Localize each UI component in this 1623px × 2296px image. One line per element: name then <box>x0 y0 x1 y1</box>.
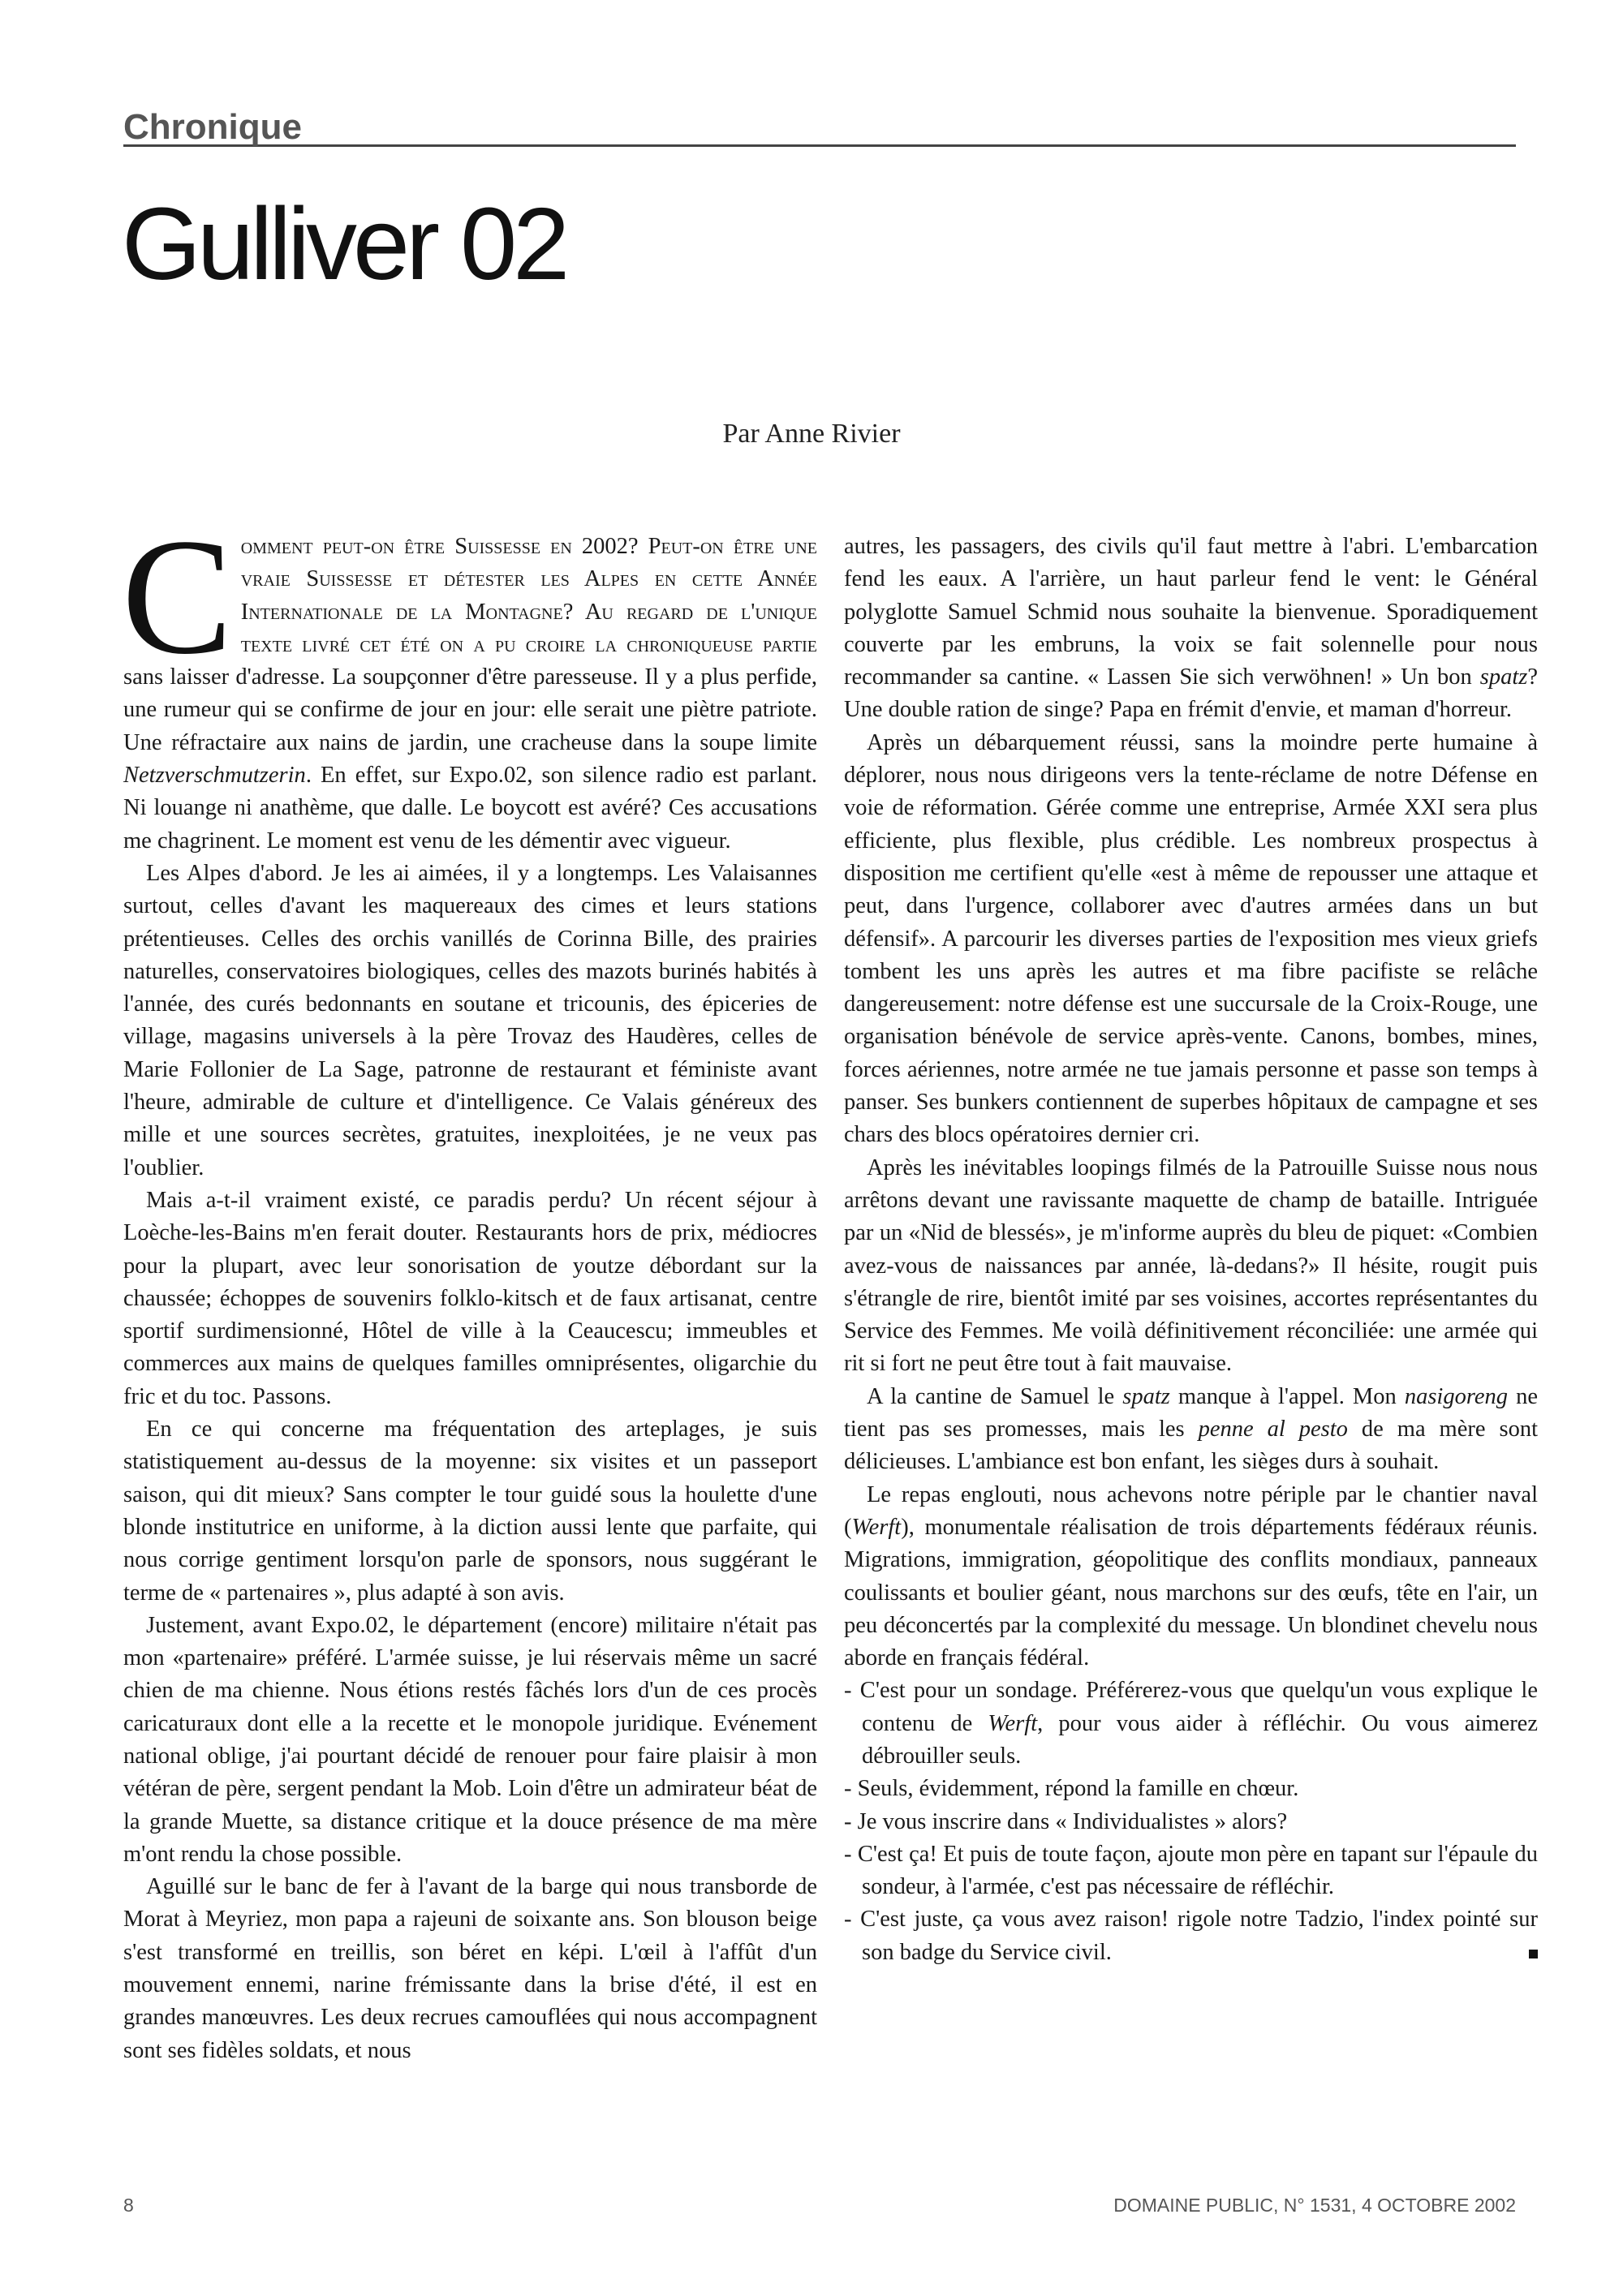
paragraph: Les Alpes d'abord. Je les ai aimées, il y a longtemps. Les Valaisannes surtout, celles d'avant les maquereaux des cimes et leurs stations prétentieuses. Celles des orchis vanillés de Corinna Bille, des prairies naturelles, conservatoires biologiques, celles des mazots burinés habités à l'année, des curés bedonnants en soutane et tricounis, des épiceries de village, magasins universels à la père Trovaz des Haudères, celles de Marie Follonier de La Sage, patronne de restaurant et féministe avant l'heure, admirable de culture et d'intelligence. Ce Valais généreux des mille et une sources secrètes, gratuites, inexploitées, je ne veux pas l'oublier. <box>123 860 817 1180</box>
text: ), monumentale réalisation de trois départements fédéraux réunis. Migrations, immigration, géopolitique des conflits mondiaux, panneaux coulissants et boulier géant, nous marchons sur des œufs, tête en l'air, un peu déconcertés par la complexité du message. Un blondinet chevelu nous aborde en français fédéral. <box>844 1514 1538 1671</box>
publication-footer: DOMAINE PUBLIC, N° 1531, 4 OCTOBRE 2002 <box>1113 2195 1516 2216</box>
text: Le repas englouti, nous achevons notre périple par le chantier naval ( <box>844 1481 1538 1540</box>
emphasis: penne al pesto <box>1198 1417 1348 1443</box>
article-column-right <box>844 531 1538 1969</box>
text: ? Une double ration de singe? Papa en frémit d'envie, et maman d'horreur. <box>844 664 1538 723</box>
paragraph <box>122 505 817 858</box>
text: A la cantine de Samuel le <box>867 1383 1123 1409</box>
text: ne tient pas ses promesses, mais les <box>844 1383 1539 1443</box>
rubric-label: Chronique <box>123 107 302 147</box>
emphasis: nasigoreng <box>1404 1383 1509 1409</box>
emphasis: Werft <box>851 1514 902 1540</box>
paragraph: Justement, avant Expo.02, le département (encore) militaire n'était pas mon «partenaire» préféré. L'armée suisse, je lui réservais même un sacré chien de ma chienne. Nous étions restés fâchés lors d'un de ces procès caricaturaux dont elle a la recette et le monopole juridique. Evénement national oblige, j'ai pourtant décidé de renouer pour faire plaisir à mon vétéran de père, sergent pendant la Mob. Loin d'être un admirateur béat de la grande Muette, sa distance critique et la douce présence de ma mère m'ont rendu la chose possible. <box>123 1612 817 1867</box>
emphasis: spatz <box>1122 1383 1170 1409</box>
paragraph: En ce qui concerne ma fréquentation des arteplages, je suis statistiquement au-dessus de la moyenne: six visites et un passeport saison, qui dit mieux? Sans compter le tour guidé sous la houlette d'une blonde institutrice en uniforme, à la diction aussi lente que parfaite, qui nous corrige gentiment lorsqu'on parle de sponsors, nous suggérant le terme de « partenaires », plus adapté à son avis. <box>123 1417 817 1606</box>
text: sans laisser d'adresse. La soupçonner d'être paresseuse. Il y a plus perfide, une rumeur qui se confirme de jour en jour: elle serait une piètre patriote. Une réfractaire aux nains de jardin, une cracheuse dans la soupe limite <box>123 664 817 755</box>
text: autres, les passagers, des civils qu'il faut mettre à l'abri. L'embarcation fend les eaux. A l'arrière, un haut parleur fend le vent: le Général polyglotte Samuel Schmid nous souhaite la bienvenue. Sporadiquement couverte par les embruns, la voix se fait solennelle pour nous recommander sa cantine. « Lassen Sie sich verwöhnen! » Un bon <box>844 534 1538 690</box>
paragraph <box>844 1381 1538 1479</box>
paragraph: Aguillé sur le banc de fer à l'avant de la barge qui nous transborde de Morat à Meyriez, mon papa a rajeuni de soixante ans. Son blouson beige s'est transformé en treillis, son béret en képi. L'œil à l'affût d'un mouvement ennemi, narine frémissante dans la brise d'été, il est en grandes manœuvres. Les deux recrues camouflées qui nous accompagnent sont ses fidèles soldats, et nous <box>123 1874 817 2063</box>
text: manque à l'appel. Mon <box>1169 1383 1405 1409</box>
paragraph: Après les inévitables loopings filmés de la Patrouille Suisse nous nous arrêtons devant une ravissante maquette de champ de bataille. Intriguée par un «Nid de blessés», je m'informe auprès du bleu de piquet: «Combien avez-vous de naissances par année, là-dedans?» Il hésite, rougit puis s'étrangle de rire, bientôt imité par ses voisines, accortes représentantes du Service des Femmes. Me voilà définitivement réconciliée: une armée qui rit si fort ne peut être tout à fait mauvaise. <box>844 1154 1538 1377</box>
dialogue-line <box>844 1675 1538 1773</box>
text: . En effet, sur Expo.02, son silence radio est parlant. Ni louange ni anathème, que dalle. Le boycott est avéré? Ces accusations me chagrinent. Le moment est venu de les démentir avec vigueur. <box>123 763 817 853</box>
article-title: Gulliver 02 <box>122 187 566 301</box>
emphasis: Netzverschmutzerin <box>123 763 306 789</box>
article-column-left <box>122 505 817 2067</box>
text: , pour vous aider à réfléchir. Ou vous aimerez débrouiller seuls. <box>862 1710 1538 1769</box>
text: - C'est juste, ça vous avez raison! rigole notre Tadzio, l'index pointé sur son badge du Service civil. <box>844 1907 1538 1965</box>
emphasis: spatz <box>1479 664 1528 690</box>
dialogue-line: - Seuls, évidemment, répond la famille en chœur. <box>844 1776 1299 1802</box>
drop-cap: C <box>122 505 233 689</box>
text: de ma mère sont délicieuses. L'ambiance est bon enfant, les sièges durs à souhait. <box>844 1417 1538 1475</box>
dialogue-line: - C'est ça! Et puis de toute façon, ajoute mon père en tapant sur l'épaule du sondeur, à l'armée, c'est pas nécessaire de réfléchir. <box>844 1841 1538 1900</box>
emphasis: Werft <box>988 1710 1038 1736</box>
page-number: 8 <box>123 2195 134 2216</box>
dialogue-line <box>844 1903 1538 1969</box>
lead-smallcaps: omment peut-on être Suissesse en 2002? Peut-on être une vraie Suissesse et détester les Alpes en cette Année Internationale de la Montagne? Au regard de l'unique texte livré cet été on a pu croire la chroniqueuse partie <box>240 534 817 657</box>
section-rubric <box>123 104 1516 147</box>
byline: Par Anne Rivier <box>722 419 901 449</box>
paragraph: Mais a-t-il vraiment existé, ce paradis perdu? Un récent séjour à Loèche-les-Bains m'en ferait douter. Restaurants hors de prix, médiocres pour la plupart, avec leur sonorisation de youtze débordant sur la chaussée; échoppes de souvenirs folklo-kitsch et de faux artisanat, centre sportif surdimensionné, Hôtel de ville à la Ceaucescu; immeubles et commerces aux mains de quelques familles omniprésentes, oligarchie du fric et du toc. Passons. <box>123 1187 817 1409</box>
dialogue-line: - Je vous inscrire dans « Individualistes » alors? <box>844 1808 1288 1834</box>
end-mark-icon <box>1529 1950 1538 1958</box>
paragraph: Après un débarquement réussi, sans la moindre perte humaine à déplorer, nous nous dirigeons vers la tente-réclame de notre Défense en voie de réformation. Gérée comme une entreprise, Armée XXI sera plus efficiente, plus flexible, plus crédible. Les nombreux prospectus à disposition me certifient qu'elle «est à même de repousser une attaque et peut, dans l'urgence, collaborer avec d'autres armées dans un but défensif». A parcourir les diverses parties de l'exposition mes vieux griefs tombent les uns après les autres et ma fibre pacifiste se relâche dangereusement: notre défense est une succursale de la Croix-Rouge, une organisation bénévole de service après-vente. Canons, bombes, mines, forces aériennes, notre armée ne tue jamais personne et passe son temps à panser. Ses bunkers contiennent de superbes hôpitaux de campagne et ses chars des blocs opératoires dernier cri. <box>844 729 1538 1148</box>
text: - C'est pour un sondage. Préférerez-vous que quelqu'un vous explique le contenu de <box>844 1678 1538 1736</box>
paragraph <box>844 1479 1538 1675</box>
paragraph <box>844 531 1538 727</box>
